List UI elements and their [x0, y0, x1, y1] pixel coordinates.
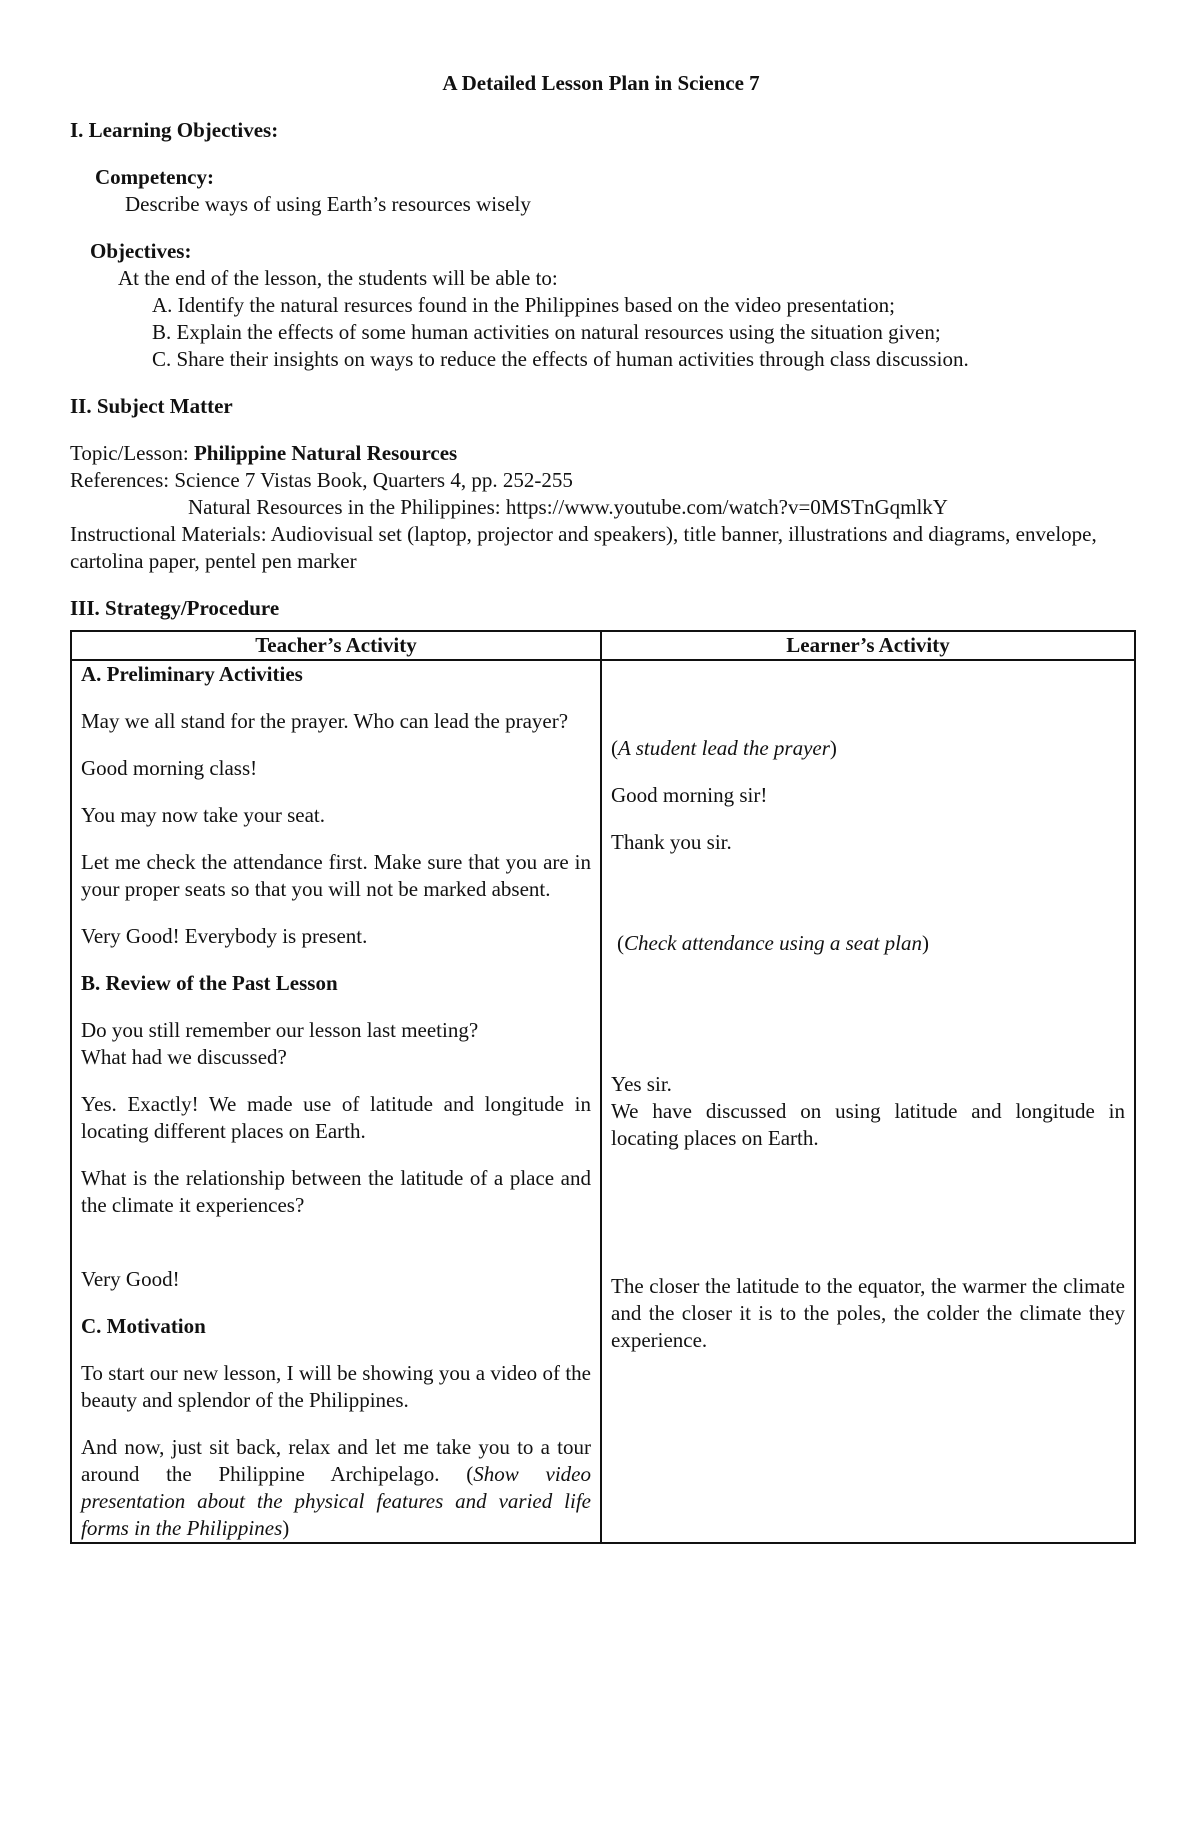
teacher-greeting: Good morning class!	[81, 756, 258, 780]
learner-relationship: The closer the latitude to the equator, the warmer the climate and the closer it is to the poles, the colder the climate they experience.	[611, 1274, 1125, 1352]
teacher-very-good: Very Good!	[81, 1267, 180, 1291]
learner-attendance: (Check attendance using a seat plan)	[617, 931, 930, 955]
teacher-tour-instruction: Show video presentation about the physical features and varied life forms in the Philippines	[81, 1462, 591, 1540]
teacher-discussed: What had we discussed?	[81, 1045, 287, 1069]
header-learner-activity: Learner’s Activity	[601, 631, 1135, 660]
learner-activity-cell	[601, 660, 1135, 1543]
teacher-activity-cell	[71, 660, 601, 1543]
teacher-seat: You may now take your seat.	[81, 803, 326, 827]
teacher-remember: Do you still remember our lesson last meeting?	[81, 1018, 479, 1042]
references-value: Science 7 Vistas Book, Quarters 4, pp. 252-255	[174, 468, 573, 492]
teacher-video: To start our new lesson, I will be showing you a video of the beauty and splendor of the Philippines.	[81, 1361, 591, 1412]
teacher-prayer: May we all stand for the prayer. Who can lead the prayer?	[81, 709, 569, 733]
topic-label: Topic/Lesson:	[70, 441, 194, 465]
table-header-row	[71, 631, 1135, 660]
learner-prayer: (A student lead the prayer)	[611, 736, 837, 760]
section-learning-objectives-heading: I. Learning Objectives:	[70, 118, 279, 142]
objectives-list	[70, 292, 1132, 373]
section-strategy-heading: III. Strategy/Procedure	[70, 596, 280, 620]
learner-yes: Yes sir.	[611, 1072, 672, 1096]
teacher-exactly: Yes. Exactly! We made use of latitude and longitude in locating different places on Earth.	[81, 1092, 591, 1143]
teacher-present: Very Good! Everybody is present.	[81, 924, 368, 948]
motivation-heading: C. Motivation	[81, 1314, 206, 1338]
objective-item: B. Explain the effects of some human activities on natural resources using the situation given;	[152, 320, 941, 344]
teacher-tour	[81, 1434, 591, 1542]
objectives-heading: Objectives:	[90, 239, 192, 263]
competency-heading: Competency:	[95, 165, 214, 189]
teacher-tour-text: And now, just sit back, relax and let me take you to a tour around the Philippine Archipelago. (	[81, 1435, 591, 1486]
references-line	[70, 467, 1132, 494]
competency-text: Describe ways of using Earth’s resources wisely	[125, 192, 531, 216]
materials-line	[70, 521, 1132, 575]
review-heading: B. Review of the Past Lesson	[81, 971, 338, 995]
section-subject-matter-heading: II. Subject Matter	[70, 394, 233, 418]
teacher-relationship: What is the relationship between the latitude of a place and the climate it experiences?	[81, 1166, 591, 1217]
objectives-intro: At the end of the lesson, the students will be able to:	[118, 266, 558, 290]
table-row	[71, 660, 1135, 1543]
lesson-plan-page	[70, 70, 1132, 1544]
materials-label: Instructional Materials:	[70, 522, 271, 546]
learner-seat: Thank you sir.	[611, 830, 732, 854]
learner-attendance-text: Check attendance using a seat plan	[624, 931, 923, 955]
objective-item: A. Identify the natural resurces found in the Philippines based on the video presentation;	[152, 293, 895, 317]
teacher-attendance: Let me check the attendance first. Make sure that you are in your proper seats so that you will not be marked absent.	[81, 850, 591, 901]
topic-value: Philippine Natural Resources	[193, 441, 458, 465]
objective-item: C. Share their insights on ways to reduce the effects of human activities through class discussion.	[152, 347, 969, 371]
references-label: References:	[70, 468, 175, 492]
learner-discussed: We have discussed on using latitude and longitude in locating places on Earth.	[611, 1099, 1125, 1150]
references-line-2: Natural Resources in the Philippines: https://www.youtube.com/watch?v=0MSTnGqmlkY	[188, 495, 948, 519]
teacher-tour-end: )	[282, 1516, 290, 1540]
procedure-table	[70, 630, 1136, 1544]
topic-line	[70, 440, 1132, 467]
document-title: A Detailed Lesson Plan in Science 7	[442, 71, 760, 95]
learner-prayer-text: A student lead the prayer	[618, 736, 830, 760]
learner-greeting: Good morning sir!	[611, 783, 768, 807]
materials-value: Audiovisual set (laptop, projector and speakers), title banner, illustrations and diagrams, envelope, cartolina paper, pentel pen marker	[70, 522, 1097, 573]
header-teacher-activity: Teacher’s Activity	[71, 631, 601, 660]
preliminary-activities-heading: A. Preliminary Activities	[81, 662, 303, 686]
